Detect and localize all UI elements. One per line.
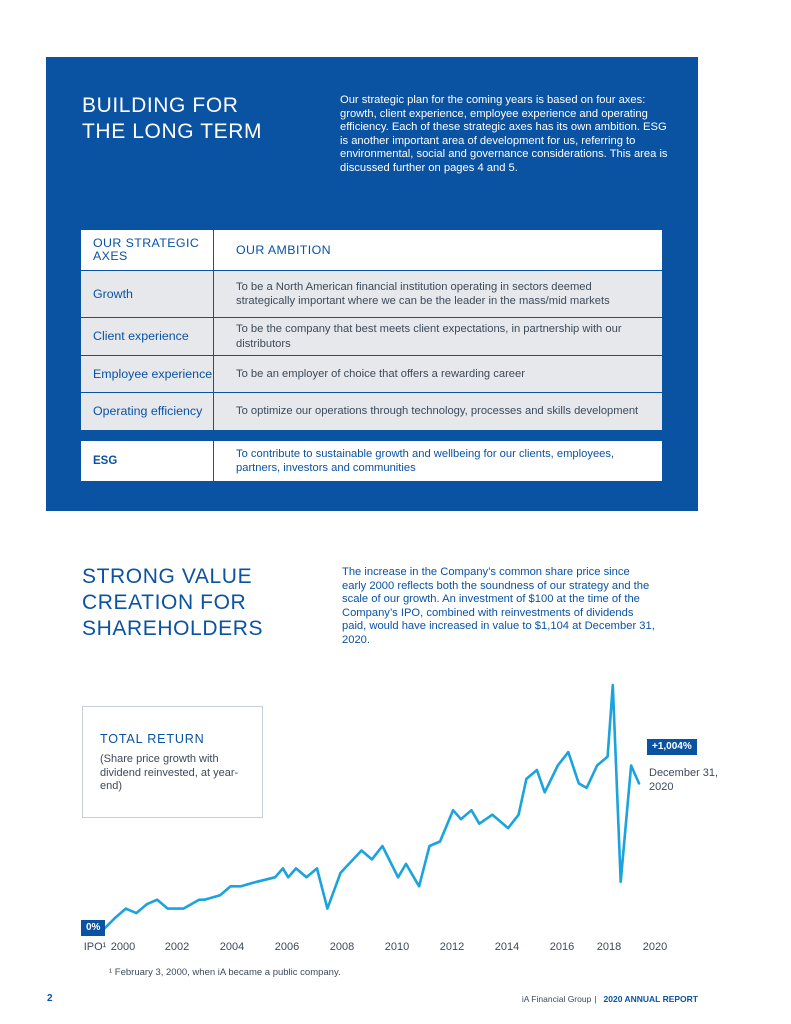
page-number: 2 (47, 993, 53, 1004)
axis-esg: ESG (81, 441, 213, 481)
end-date-note: December 31, 2020 (649, 767, 719, 793)
x-tick-label: 2008 (329, 941, 355, 953)
end-value-label: +1,004% (647, 739, 697, 755)
panel-title-line2: THE LONG TERM (82, 120, 263, 143)
x-tick-label: 2010 (384, 941, 410, 953)
ambition-esg: To contribute to sustainable growth and wellbeing for our clients, employees, partners, investors and communities (214, 441, 662, 481)
x-tick-label: 2020 (642, 941, 668, 953)
section-title-line3: SHAREHOLDERS (82, 617, 264, 640)
x-tick-label: 2014 (494, 941, 520, 953)
page-footer (522, 994, 698, 1004)
footer-company: iA Financial Group (521, 994, 592, 1004)
axis-client-experience: Client experience (81, 318, 213, 355)
header-axes: OUR STRATEGIC AXES (81, 230, 213, 270)
section-title-line2: CREATION FOR (82, 591, 247, 614)
ambition-growth: To be a North American financial institution operating in sectors deemed strategically important where we can be the leader in the mass/mid markets (214, 271, 662, 317)
section-intro: The increase in the Company’s common share price since early 2000 reflects both the soundness of our strategy and the scale of our growth. An investment of $100 at the time of the Company’s IPO, combined with reinvestments of dividends paid, would have increased in value to $1,104 at December 31, 2020. (342, 566, 655, 646)
footnote: ¹ February 3, 2000, when iA became a public company. (109, 967, 341, 978)
ambition-employee-experience: To be an employer of choice that offers a rewarding career (214, 356, 662, 392)
x-tick-label: 2002 (164, 941, 190, 953)
x-tick-label: 2000 (110, 941, 136, 953)
x-axis-ticks (84, 941, 668, 953)
legend-title: TOTAL RETURN (100, 732, 205, 746)
header-ambition: OUR AMBITION (214, 230, 662, 270)
axis-growth: Growth (81, 271, 213, 317)
axis-employee-experience: Employee experience (81, 356, 213, 392)
panel-intro: Our strategic plan for the coming years is based on four axes: growth, client experience, employee experience and operating efficiency. Each of these strategic axes has its own ambition. ESG is another important area of development for us, referring to environmental, social and governance considerations. This area is discussed further on pages 4 and 5. (340, 94, 668, 174)
x-tick-label: 2016 (549, 941, 575, 953)
x-tick-label: 2018 (596, 941, 622, 953)
legend-description: (Share price growth with dividend reinvested, at year-end) (100, 753, 239, 792)
section-title-line1: STRONG VALUE (82, 565, 253, 588)
ambition-client-experience: To be the company that best meets client expectations, in partnership with our distributors (214, 318, 662, 355)
panel-title-line1: BUILDING FOR (82, 94, 239, 117)
x-tick-label: IPO¹ (83, 941, 107, 953)
x-tick-label: 2004 (219, 941, 245, 953)
axis-operating-efficiency: Operating efficiency (81, 393, 213, 430)
start-value-label: 0% (81, 920, 105, 936)
x-tick-label: 2012 (439, 941, 465, 953)
footer-report: 2020 ANNUAL REPORT (603, 994, 698, 1004)
footer-separator: | (594, 994, 597, 1004)
x-tick-label: 2006 (274, 941, 300, 953)
legend-box (82, 706, 263, 818)
ambition-operating-efficiency: To optimize our operations through technology, processes and skills development (214, 393, 662, 430)
